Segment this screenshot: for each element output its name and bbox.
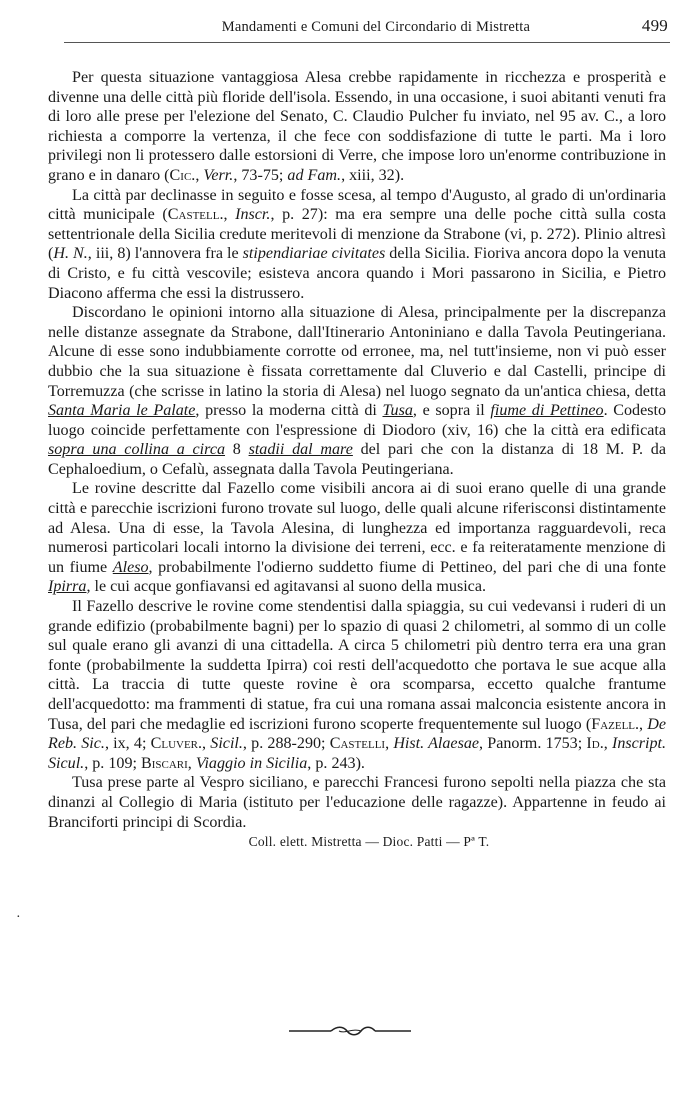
paragraph-4: Le rovine descritte dal Fazello come visibili ancora ai di suoi erano quelle di una grande città e parecchie iscrizioni furono trovate sul luogo, delle quali alcune riferisconsi distintamente ad Alesa. Una di esse, la Tavola Alesina, di lunghezza ed importanza ragguardevoli, reca numerosi particolari locali intorno la divisione dei terreni, ecc. e fa reiteratamente menzione di un fiume Aleso, probabilmente l'odierno suddetto fiume di Pettineo, del pari che di una fonte Ipirra, le cui acque gonfiavansi ed agitavansi al suono della musica. — [48, 480, 666, 596]
running-title: Mandamenti e Comuni del Circondario di Mistretta — [221, 19, 531, 35]
body-text — [48, 68, 666, 852]
paragraph-3: Discordano le opinioni intorno alla situazione di Alesa, principalmente per la discrepanza nelle distanze assegnate da Strabone, dall'Itinerario Antoniniano e dalla Tavola Peutingeriana. Alcune di esse sono indubbiamente corrotte od erronee, ma, nel tutt'insieme, non vi può esser dubbio che la sua situazione è fissata correttamente dal Cluverio e dal Castelli, principe di Torremuzza (che scrisse in latino la storia di Alesa) nel luogo segnato da un'antica chiesa, detta Santa Maria le Palate, presso la moderna città di Tusa, e sopra il fiume di Pettineo. Codesto luogo coincide perfettamente con l'espressione di Diodoro (xiv, 16) che la città era edificata sopra una collina a circa 8 stadii dal mare del pari che con la distanza di 18 M. P. da Cephaloedium, o Cefalù, assegnata dalla Tavola Peutingeriana. — [48, 304, 667, 478]
administrative-note: Coll. elett. Mistretta — Dioc. Patti — Pª T. — [248, 834, 490, 850]
header-rule — [64, 42, 670, 43]
margin-mark: · — [16, 910, 21, 925]
paragraph-1: Per questa situazione vantaggiosa Alesa crebbe rapidamente in ricchezza e prosperità e divenne una delle città più floride dell'isola. Essendo, in una occasione, i suoi abitanti venuti fra di loro alle prese per l'elezione del Senato, C. Claudio Pulcher fu inviato, nel 95 av. C., a loro richiesta a comporre la vertenza, il che fece con soddisfazione di tutte le parti. Ma i loro privilegi non li protessero dalle estorsioni di Verre, che impose loro un'enorme contribuzione in grano e in danaro (Cic., Verr., 73-75; ad Fam., xiii, 32). — [48, 69, 666, 184]
paragraph-6: Tusa prese parte al Vespro siciliano, e parecchi Francesi furono sepolti nella piazza che sta dinanzi al Collegio di Maria (istituto per l'educazione delle ragazze). Appartenne in feudo ai Branciforti principi di Scordia. — [48, 774, 666, 831]
running-header — [70, 16, 668, 36]
page-number: 499 — [641, 16, 668, 35]
paragraph-5: Il Fazello descrive le rovine come stendentisi dalla spiaggia, su cui vedevansi i ruderi di un grande edifizio (probabilmente bagni) per lo spazio di quasi 2 chilometri, al sommo di un colle sul quale erano gli avanzi di una cittadella. A circa 5 chilometri più dentro terra era una gran fonte (probabilmente la suddetta Ipirra) coi resti dell'acquedotto che portava le sue acque alla città. La traccia di tutte queste rovine è ora scomparsa, eccetto qualche frantume dell'acquedotto: ma frammenti di statue, fra cui una romana assai malconcia esistente ancora in Tusa, del pari che medaglie ed iscrizioni furono scoperte frequentemente sul luogo (Fazell., De Reb. Sic., ix, 4; Cluver., Sicil., p. 288-290; Castelli, Hist. Alaesae, Panorm. 1753; Id., Inscript. Sicul., p. 109; Biscari, Viaggio in Sicilia, p. 243). — [48, 598, 667, 772]
end-ornament — [287, 1024, 413, 1038]
paragraph-2: La città par declinasse in seguito e fosse scesa, al tempo d'Augusto, al grado di un'ordinaria città municipale (Castell., Inscr., p. 27): ma era sempre una delle poche città sulla costa settentrionale della Sicilia credute meritevoli di menzione da Strabone (vi, p. 272). Plinio altresì (H. N., iii, 8) l'annovera fra le stipendiariae civitates della Sicilia. Fioriva ancora dopo la venuta di Cristo, e fu città vescovile; esisteva ancora quando i Mori passarono in Sicilia, e Pietro Diacono afferma che essi la distrussero. — [48, 186, 667, 302]
